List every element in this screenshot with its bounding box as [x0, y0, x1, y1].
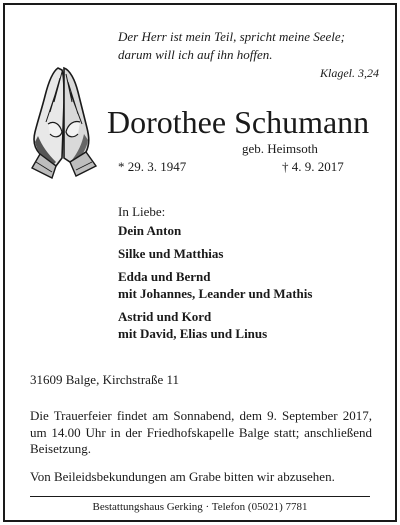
mourner-line: Silke und Matthias [118, 246, 224, 261]
mourners-list [118, 222, 388, 348]
praying-hands-icon [18, 62, 110, 180]
address: 31609 Balge, Kirchstraße 11 [30, 372, 179, 387]
mourner-children-line: mit Johannes, Leander und Mathis [118, 286, 313, 301]
death-date: † 4. 9. 2017 [282, 159, 344, 174]
mourner-entry [118, 245, 388, 262]
mourner-children-line: mit David, Elias und Linus [118, 326, 268, 341]
mourner-entry [118, 268, 388, 302]
mourners-intro: In Liebe: [118, 204, 166, 219]
mourner-line: Dein Anton [118, 223, 182, 238]
funeral-home-footer: Bestattungshaus Gerking · Telefon (05021) 7781 [92, 501, 308, 513]
mourner-line: Astrid und Kord [118, 309, 212, 324]
mourner-entry [118, 222, 388, 239]
mourner-entry [118, 308, 388, 342]
birth-date: * 29. 3. 1947 [118, 159, 187, 174]
footer-divider [30, 496, 370, 497]
condolence-notice: Von Beileidsbekundungen am Grabe bitten wir abzusehen. [30, 469, 335, 484]
mourner-line: Edda und Bernd [118, 269, 211, 284]
funeral-notice: Die Trauerfeier findet am Sonnabend, dem 9. September 2017, um 14.00 Uhr in der Friedhofskapelle Balge statt; anschließend Beisetzung. [30, 408, 372, 456]
verse-reference: Klagel. 3,24 [320, 66, 379, 80]
bible-verse [118, 28, 380, 64]
birth-name: geb. Heimsoth [242, 141, 318, 156]
verse-line-2: darum will ich auf ihn hoffen. [118, 47, 273, 62]
deceased-name: Dorothee Schumann [107, 104, 370, 140]
verse-line-1: Der Herr ist mein Teil, spricht meine Seele; [118, 29, 345, 44]
